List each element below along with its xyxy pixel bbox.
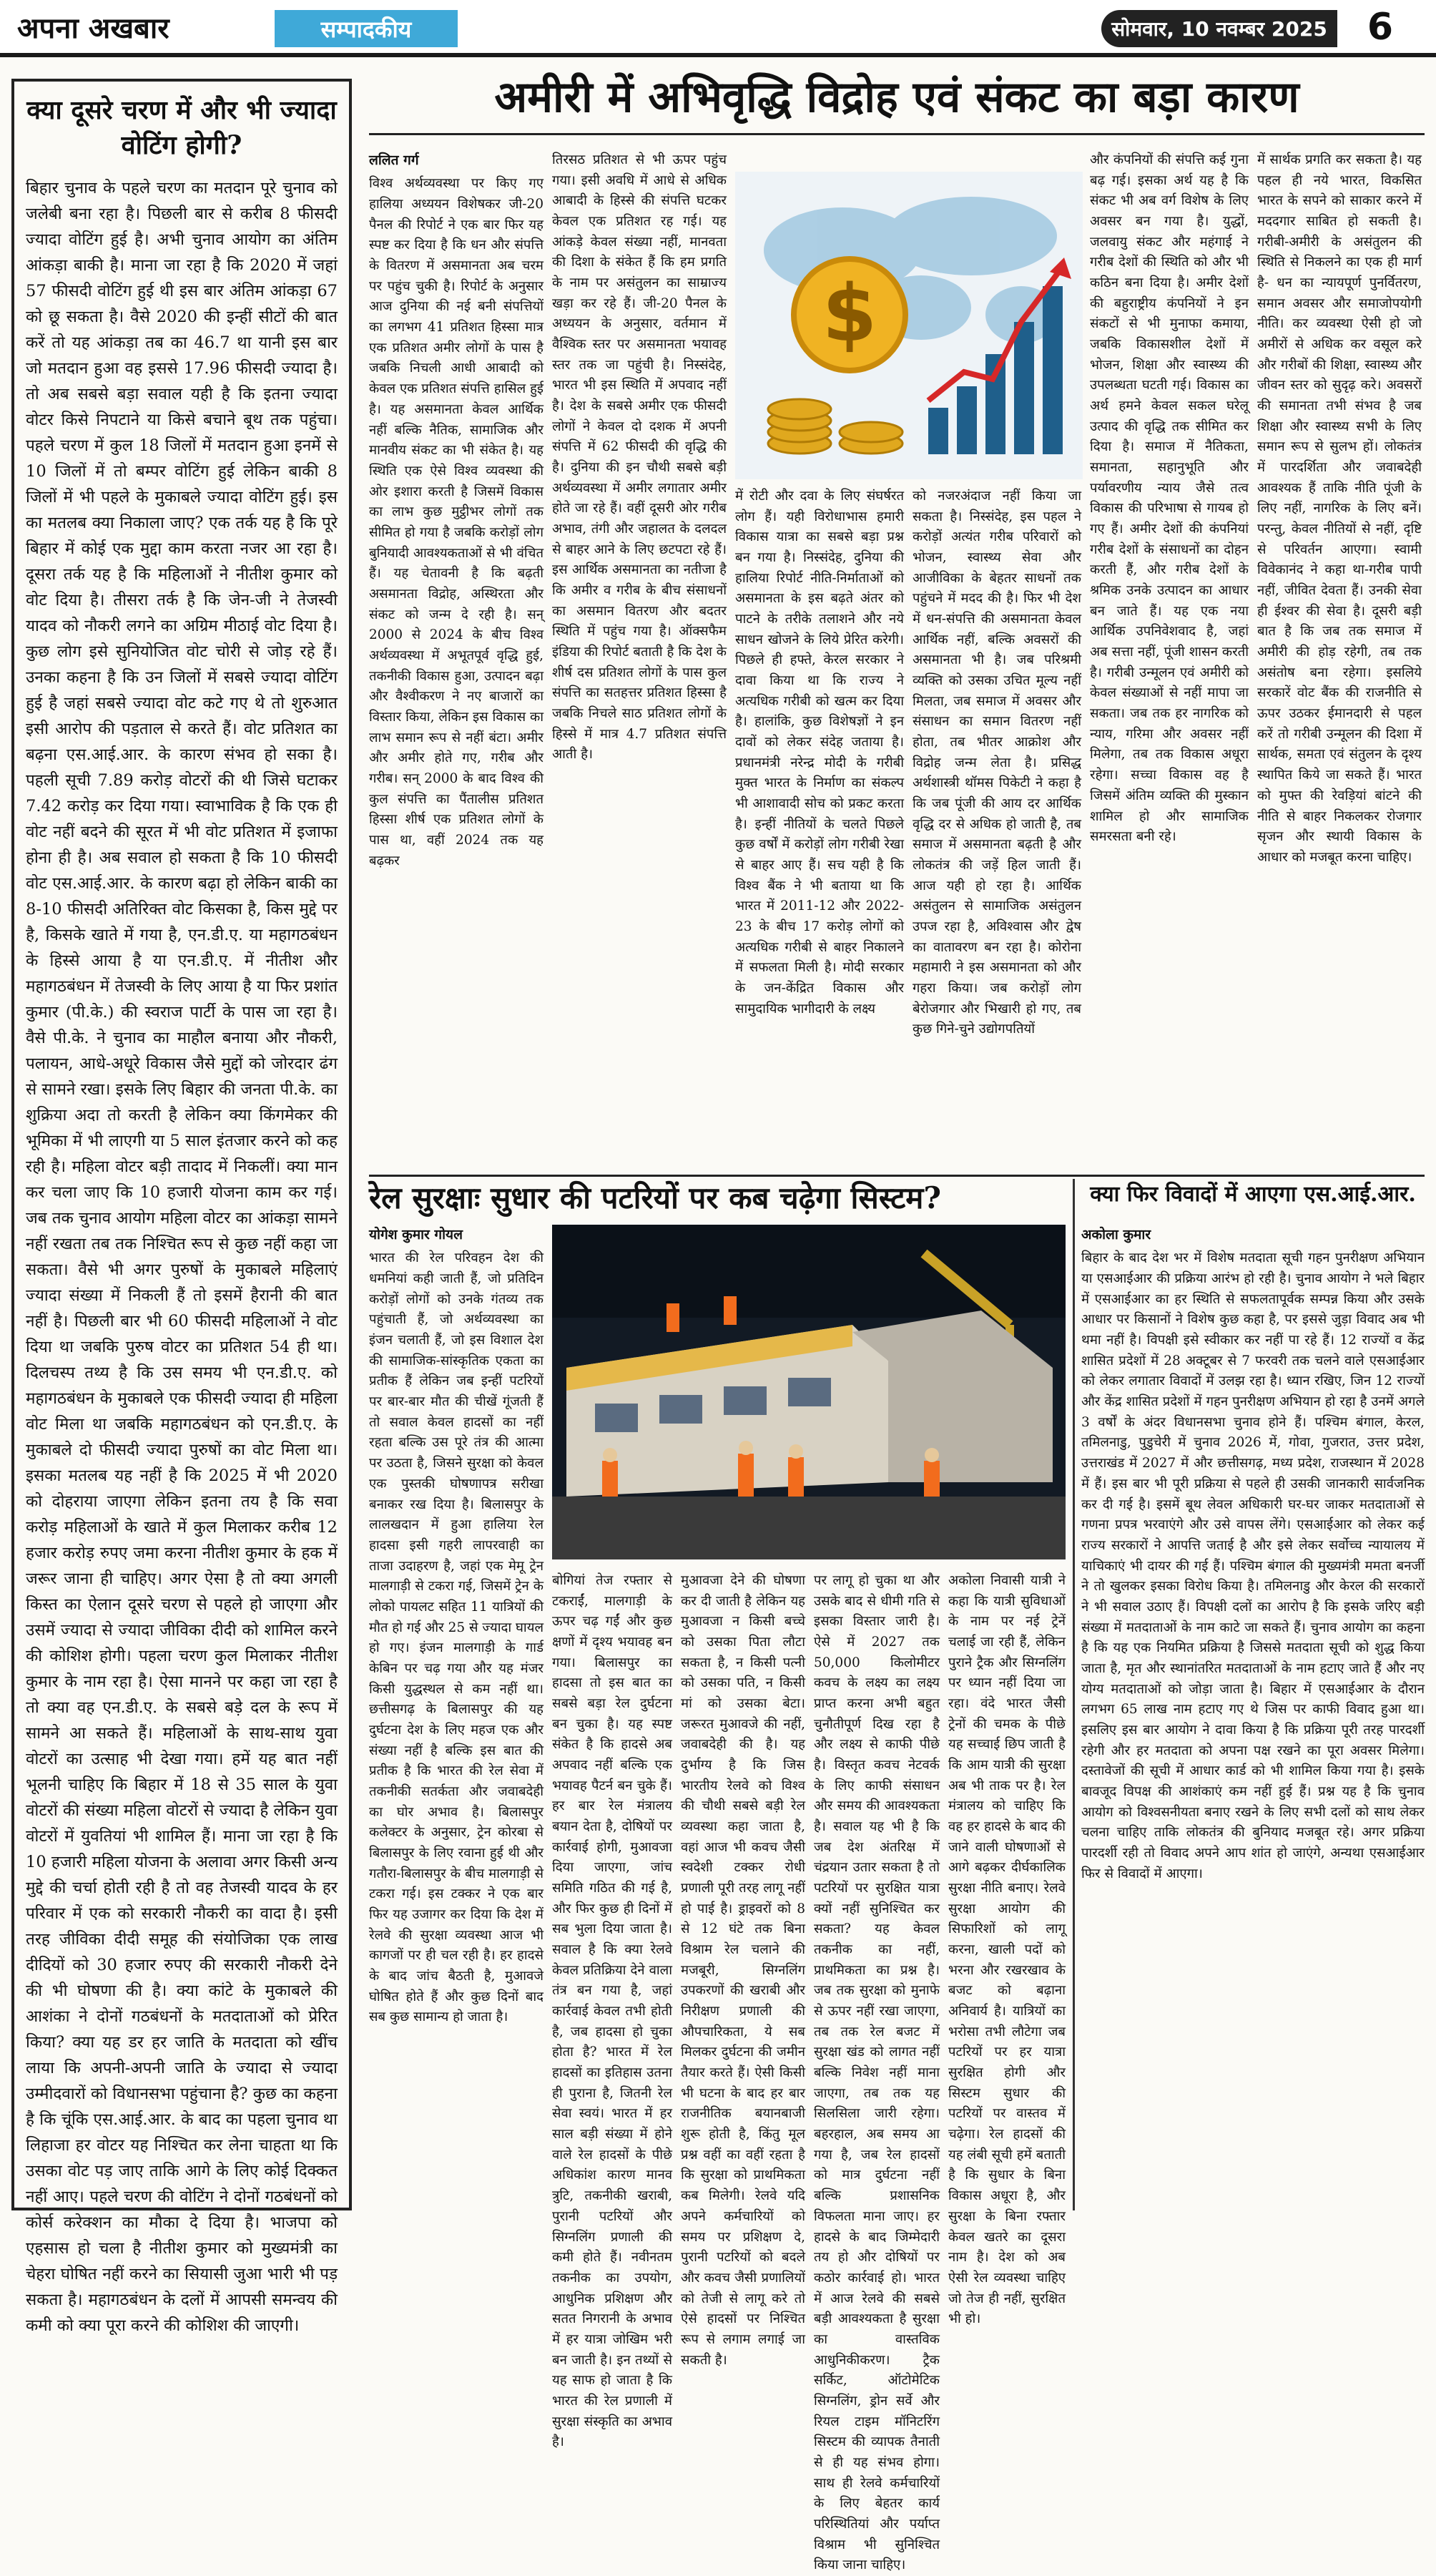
- main-article-text-5: और कंपनियों की संपत्ति कई गुना बढ़ गई। इसका अर्थ यह है कि संकट भी अब वर्ग विशेष के लिए अवसर बन गया है। युद्धों, जलवायु संकट और महंगाई ने गरीब देशों की स्थिति को और भी कठिन बना दिया है। अमीर देशों की बहुराष्ट्रीय कंपनियों ने इन संकटों से भी मुनाफा कमाया, जबकि विकासशील देशों में भोजन, शिक्षा और स्वास्थ्य की उपलब्धता घटती गई। विकास का अर्थ हमने केवल सकल घरेलू उत्पाद की वृद्धि तक सीमित कर दिया है। समाज में नैतिकता, समानता, सहानुभूति और पर्यावरणीय न्याय जैसे तत्व विकास की परिभाषा से गायब हो गए हैं। अमीर देशों की कंपनियां गरीब देशों के संसाधनों का दोहन करती हैं, और गरीब देशों के श्रमिक उनके उत्पादन का आधार बन जाते हैं। यह एक नया आर्थिक उपनिवेशवाद है, जहां अब सत्ता नहीं, पूंजी शासन करती है। गरीबी उन्मूलन एवं अमीरी को केवल संख्याओं से नहीं मापा जा सकता। जब तक हर नागरिक को न्याय, गरिमा और अवसर नहीं मिलेगा, तब तक विकास अधूरा रहेगा। सच्चा विकास वह है जिसमें अंतिम व्यक्ति की मुस्कान शामिल हो और सामाजिक समरसता बनी रहे।: [1090, 152, 1249, 845]
- main-article-text-3: में रोटी और दवा के लिए संघर्षरत लोग हैं। यही विरोधाभास हमारी विकास यात्रा का सबसे बड़ा प्रश्न बन गया है। निस्संदेह, दुनिया की हालिया रिपोर्ट नीति-निर्माताओं को असमानता के इस बढ़ते अंतर को पाटने के तरीके तलाशने और नये साधन खोजने के लिये प्रेरित करेगी। पिछले ही हफ्ते, केरल सरकार ने दावा किया था कि राज्य ने अत्यधिक गरीबी को खत्म कर दिया है। हालांकि, कुछ विशेषज्ञों ने इन दावों को लेकर संदेह जताया है। प्रधानमंत्री नरेन्द्र मोदी के गरीबी मुक्त भारत के निर्माण का संकल्प भी आशावादी सोच को प्रकट करता है। इन्हीं नीतियों के चलते पिछले कुछ वर्षों में करोड़ों लोग गरीबी रेखा से बाहर आए हैं। सच यही है कि विश्व बैंक ने भी बताया था कि भारत में 2011-12 और 2022-23 के बीच 17 करोड़ लोगों को अत्यधिक गरीबी से बाहर निकालने में सफलता मिली है। मोदी सरकार के जन-केंद्रित विकास और सामुदायिक भागीदारी के लक्ष्य: [735, 489, 904, 1017]
- sir-article-headline: क्या फिर विवादों में आएगा एस.आई.आर.: [1090, 1182, 1416, 1207]
- rail-article-text-1: भारत की रेल परिवहन देश की धमनियां कही जाती हैं, जो प्रतिदिन करोड़ों लोगों को उनके गंतव्य तक पहुंचाती हैं, जो अर्थव्यवस्था का इंजन चलाती हैं, जो इस विशाल देश की सामाजिक-सांस्कृतिक एकता का प्रतीक हैं लेकिन जब इन्हीं पटरियों पर बार-बार मौत की चीखें गूंजती हैं तो सवाल केवल हादसों का नहीं रहता बल्कि उस पूरे तंत्र की आत्मा पर उठता है, जिसने सुरक्षा को केवल एक पुस्तकी घोषणापत्र सरीखा बनाकर रख दिया है। बिलासपुर के लालखदान में हुआ हालिया रेल हादसा इसी गहरी लापरवाही का ताजा उदाहरण है, जहां एक मेमू ट्रेन मालगाड़ी से टकरा गई, जिसमें ट्रेन के लोको पायलट सहित 11 यात्रियों की मौत हो गई और 25 से ज्यादा घायल हो गए। इंजन मालगाड़ी के गार्ड केबिन पर चढ़ गया और यह मंजर किसी युद्धस्थल से कम नहीं था। छत्तीसगढ़ के बिलासपुर की यह दुर्घटना देश के लिए महज एक और संख्या नहीं है बल्कि इस बात की प्रतीक है कि भारत की रेल सेवा में तकनीकी सतर्कता और जवाबदेही का घोर अभाव है। बिलासपुर कलेक्टर के अनुसार, ट्रेन कोरबा से बिलासपुर के लिए रवाना हुई थी और गतौरा-बिलासपुर के बीच मालगाड़ी से टकरा गई। इस टक्कर ने एक बार फिर यह उजागर कर दिया कि देश में रेलवे की सुरक्षा व्यवस्था आज भी कागजों पर ही चल रही है। हर हादसे के बाद जांच बैठती है, मुआवजे घोषित होते हैं और कुछ दिनों बाद सब कुछ सामान्य हो जाता है।: [369, 1250, 544, 2025]
- left-article-title: क्या दूसरे चरण में और भी ज्यादा वोटिंग होगी?: [26, 95, 337, 160]
- main-article-text-2: तिरसठ प्रतिशत से भी ऊपर पहुंच गया। इसी अवधि में आधे से अधिक आबादी के हिस्से की संपत्ति घटकर केवल एक प्रतिशत रह गई। यह आंकड़े केवल संख्या नहीं, मानवता की दिशा के संकेत हैं कि हम प्रगति के नाम पर असंतुलन का साम्राज्य खड़ा कर रहे हैं। जी-20 पैनल के अध्ययन के अनुसार, वर्तमान में वैश्विक स्तर पर असमानता भयावह स्तर तक जा पहुंची है। निस्संदेह, भारत भी इस स्थिति में अपवाद नहीं है। देश के सबसे अमीर एक फीसदी लोगों ने केवल दो दशक में अपनी संपत्ति में 62 फीसदी की वृद्धि की है। दुनिया की इन चौथी सबसे बड़ी अर्थव्यवस्था में अमीर लगातार अमीर होते जा रहे हैं। वहीं दूसरी ओर गरीब अभाव, तंगी और जहालत के दलदल से बाहर आने के लिए छटपटा रहे हैं। इस आर्थिक असमानता का नतीजा है कि अमीर व गरीब के बीच संसाधनों का असमान वितरण और बदतर स्थिति में पहुंच गया है। ऑक्सफैम इंडिया की रिपोर्ट बताती है कि देश के शीर्ष दस प्रतिशत लोगों के पास कुल संपत्ति का सतहत्तर प्रतिशत हिस्सा है जबकि निचले साठ प्रतिशत लोगों के हिस्से में मात्र 4.7 प्रतिशत संपत्ति आती है।: [552, 152, 727, 763]
- page-number: 6: [1367, 6, 1394, 49]
- rail-article-col-4: [814, 1571, 940, 2573]
- main-article-col-4: [913, 486, 1081, 1166]
- main-article-author: ललित गर्ग: [369, 152, 419, 168]
- main-article-col-5: [1090, 150, 1249, 1166]
- sir-article-text-1: बिहार के बाद देश भर में विशेष मतदाता सूची गहन पुनरीक्षण अभियान या एसआईआर की प्रक्रिया आरंभ हो रही है। चुनाव आयोग ने भले बिहार में एसआईआर का हर स्थिति से सफलतापूर्वक सम्पन्न किया और उसके आधार पर किसानों ने विशेष कुछ कहा है, पर इससे जुड़ा विवाद अब भी थमा नहीं है। विपक्षी इसे स्वीकार कर नहीं पा रहे हैं। 12 राज्यों व केंद्र शासित प्रदेशों में 28 अक्टूबर से 7 फरवरी तक चलने वाले एसआईआर को लेकर लगातार विवादों में उलझ रहा है। ध्यान रखिए, जिन 12 राज्यों और केंद्र शासित प्रदेशों में गहन पुनरीक्षण अभियान हो रहा है उनमें अगले 3 वर्षों के अंदर विधानसभा चुनाव होने हैं। पश्चिम बंगाल, केरल, तमिलनाडु, पुडुचेरी में चुनाव 2026 में, गोवा, गुजरात, उत्तर प्रदेश, उत्तराखंड में 2027 में और छत्तीसगढ़, मध्य प्रदेश, राजस्थान में 2028 में हैं। इस बार भी पूरी प्रक्रिया से पहले ही उसकी जानकारी सार्वजनिक कर दी गई है। इसमें बूथ लेवल अधिकारी घर-घर जाकर मतदाताओं से गणना प्रपत्र भरवाएंगे और उसे वापस लेंगे। एसआईआर को लेकर कई राज्य सरकारों ने आपत्ति जताई है और इसे लेकर सर्वोच्च न्यायालय में याचिकाएं भी दायर की गई हैं। पश्चिम बंगाल की मुख्यमंत्री ममता बनर्जी ने तो खुलकर इसका विरोध किया है। तमिलनाडु और केरल की सरकारों ने भी सवाल उठाए हैं। विपक्षी दलों का आरोप है कि इसके जरिए बड़ी संख्या में मतदाताओं के नाम काटे जा सकते हैं। चुनाव आयोग का कहना है कि यह एक नियमित प्रक्रिया है जिससे मतदाता सूची को शुद्ध किया जाता है, मृत और स्थानांतरित मतदाताओं के नाम हटाए जाते हैं और नए योग्य मतदाताओं को जोड़ा जाता है। बिहार में एसआईआर के दौरान लगभग 65 लाख नाम हटाए गए थे जिस पर काफी विवाद हुआ था। इसलिए इस बार आयोग ने दावा किया है कि प्रक्रिया पूरी तरह पारदर्शी रहेगी और हर मतदाता को अपना पक्ष रखने का पूरा अवसर मिलेगा। दस्तावेजों की सूची में आधार कार्ड को भी शामिल किया गया है। इसके बावजूद विपक्ष की आशंकाएं कम नहीं हुई हैं। प्रश्न यह है कि चुनाव आयोग को विश्वसनीयता बनाए रखने के लिए सभी दलों को साथ लेकर चलना चाहिए ताकि लोकतंत्र की बुनियाद मजबूत रहे। अगर प्रक्रिया पारदर्शी रही तो विवाद अपने आप शांत हो जाएंगे, अन्यथा एसआईआर फिर से विवादों में आएगा।: [1081, 1250, 1425, 1881]
- wealth-inequality-graphic-icon: [735, 172, 1083, 479]
- sir-article-author: अकोला कुमार: [1081, 1227, 1151, 1243]
- left-article-box: [11, 79, 352, 2336]
- main-article-text-4: को नजरअंदाज नहीं किया जा सकता है। निस्संदेह, इस पहल ने करोड़ों अत्यंत गरीब परिवारों को भोजन, स्वास्थ्य सेवा और आजीविका के बेहतर साधनों तक पहुंचने में मदद की है। फिर भी देश में धन-संपत्ति की असमानता केवल आर्थिक नहीं, बल्कि अवसरों की असमानता भी है। जब परिश्रमी व्यक्ति को उसका उचित मूल्य नहीं मिलता, जब समाज में अवसर और संसाधन का समान वितरण नहीं होता, तब भीतर आक्रोश और विद्रोह जन्म लेता है। प्रसिद्ध अर्थशास्त्री थॉमस पिकेटी ने कहा है कि जब पूंजी की आय दर आर्थिक वृद्धि दर से अधिक हो जाती है, तब समाज में असमानता बढ़ती है और लोकतंत्र की जड़ें हिल जाती हैं। आज यही हो रहा है। आर्थिक असंतुलन से सामाजिक असंतुलन उपज रहा है, अविश्वास और द्वेष का वातावरण बन रहा है। कोरोना महामारी ने इस असमानता को और गहरा किया। जब करोड़ों लोग बेरोजगार और भिखारी हो गए, तब कुछ गिने-चुने उद्योगपतियों: [913, 489, 1081, 1037]
- main-article-col-1: [369, 150, 544, 1166]
- rail-article-text-3: मुआवजा देने की घोषणा कर दी जाती है लेकिन यह मुआवजा न किसी बच्चे को उसका पिता लौटा सकता है, न किसी पत्नी को उसका पति, न किसी मां को उसका बेटा। जरूरत मुआवजे की नहीं, जवाबदेही की है। यह दुर्भाग्य है कि जिस भारतीय रेलवे को विश्व की चौथी सबसे बड़ी रेल व्यवस्था कहा जाता है, वहां आज भी कवच जैसी स्वदेशी टक्कर रोधी प्रणाली पूरी तरह लागू नहीं हो पाई है। ड्राइवरों को 8 से 12 घंटे तक बिना विश्राम रेल चलाने की मजबूरी, सिग्नलिंग उपकरणों की खराबी और निरीक्षण प्रणाली की औपचारिकता, ये सब मिलकर दुर्घटना की जमीन तैयार करते हैं। ऐसी किसी भी घटना के बाद हर बार राजनीतिक बयानबाजी शुरू होती है, किंतु मूल प्रश्न वहीं का वहीं रहता है कि सुरक्षा को प्राथमिकता कब मिलेगी। रेलवे यदि अपने कर्मचारियों को समय पर प्रशिक्षण दे, पुरानी पटरियों को बदले और कवच जैसी प्रणालियों को तेजी से लागू करे तो ऐसे हादसों पर निश्चित रूप से लगाम लगाई जा सकती है।: [681, 1573, 805, 2368]
- rail-article-col-1: [369, 1225, 544, 2210]
- left-article-body: बिहार चुनाव के पहले चरण का मतदान पूरे चुनाव को जलेबी बना रहा है। पिछली बार से करीब 8 फीसदी ज्यादा वोटिंग हुई है। अभी चुनाव आयोग का अंतिम आंकड़ा बाकी है। माना जा रहा है कि 2020 में जहां 57 फीसदी वोटिंग हुई थी इस बार अंतिम आंकड़ा 67 को छू सकता है। वैसे 2020 की इन्हीं सीटों की बात करें तो यह आंकड़ा तब का 46.7 था यानी इस बार जो मतदान हुआ वह इससे 17.96 फीसदी ज्यादा है। तो अब सबसे बड़ा सवाल यही है कि इतना ज्यादा वोटर किसे निपटाने या किसे बचाने बूथ तक पहुंचा। पहले चरण में कुल 18 जिलों में मतदान हुआ इनमें से 10 जिलों में तो बम्पर वोटिंग हुई लेकिन बाकी 8 जिलों में भी पहले के मुकाबले ज्यादा वोटिंग हुई। इस का मतलब क्या निकाला जाए? एक तर्क यह है कि पूरे बिहार में कोई एक मुद्दा काम करता नजर आ रहा है। दूसरा तर्क यह है कि महिलाओं ने नीतीश कुमार को वोट दिया है। तीसरा तर्क है कि जेन-जी ने तेजस्वी यादव को नौकरी लगने का अग्रिम मीठाई वोट दिया है। कुछ लोग इसे सुनियोजित वोट चोरी से जोड़ रहे हैं। उनका कहना है कि उन जिलों में सबसे ज्यादा वोटिंग हुई है जहां सबसे ज्यादा वोट कटे गए थे तो शुरुआत इसी आरोप की पड़ताल से करते हैं। वोट प्रतिशत का बढ़ना एस.आई.आर. के कारण संभव हो सका है। पहली सूची 7.89 करोड़ वोटरों की थी जिसे घटाकर 7.42 करोड़ कर दिया गया। स्वाभाविक है कि एक ही वोट नहीं बदने की सूरत में भी वोट प्रतिशत में इजाफा होना ही है। अब सवाल हो सकता है कि 10 फीसदी वोट एस.आई.आर. के कारण बढ़ा हो लेकिन बाकी का 8-10 फीसदी अतिरिक्त वोट किसका है, किस मुद्दे पर है, किसके खाते में गया है, एन.डी.ए. या महागठबंधन के हिस्से आया है या एन.डी.ए. में नीतीश और महागठबंधन में तेजस्वी के लिए आया है या फिर प्रशांत कुमार (पी.के.) की स्वराज पार्टी के पास जा रहा है। वैसे पी.के. ने चुनाव का माहौल बनाया और नौकरी, पलायन, आधे-अधूरे विकास जैसे मुद्दों को जोरदार ढंग से सामने रखा। इसके लिए बिहार की जनता पी.के. का शुक्रिया अदा तो करती है लेकिन क्या किंगमेकर की भूमिका में भी लाएगी या 5 साल इंतजार करने को कह रही है। महिला वोटर बड़ी तादाद में निकलीं। क्या मान कर चला जाए कि 10 हजारी योजना काम कर गई। जब तक चुनाव आयोग महिला वोटर का आंकड़ा सामने नहीं रखता तब तक निश्चित रूप से कुछ नहीं कहा जा सकता। वैसे भी अगर पुरुषों के मुकाबले महिलाएं ज्यादा संख्या में निकली हैं तो इसमें हैरानी की बात नहीं है। पिछली बार भी 60 फीसदी महिलाओं ने वोट दिया था जबकि पुरुष वोटर का प्रतिशत 54 ही था। दिलचस्प तथ्य है कि उस समय भी एन.डी.ए. को महागठबंधन के मुकाबले एक फीसदी ज्यादा ही महिला वोट मिला था जबकि महागठबंधन को एन.डी.ए. के मुकाबले दो फीसदी ज्यादा पुरुषों का वोट मिला था। इसका मतलब यह नहीं है कि 2025 में भी 2020 को दोहराया जाएगा लेकिन इतना तय है कि सवा करोड़ महिलाओं के खाते में कुल मिलाकर करीब 12 हजार करोड़ रुपए जमा करना नीतीश कुमार के हक में जरूर जाना ही चाहिए। अगर ऐसा है तो क्या अगली किस्त का ऐलान दूसरे चरण से पहले हो जाएगा और उसमें ज्यादा से ज्यादा जीविका दीदी को शामिल करने की कोशिश होगी। पहला चरण कुल मिलाकर नीतीश कुमार के नाम रहा है। ऐसा मानने पर कहा जा रहा है तो क्या वह एन.डी.ए. के सबसे बड़े दल के रूप में सामने आ सकते हैं। महिलाओं के साथ-साथ युवा वोटरों का उत्साह भी देखा गया। हमें यह बात नहीं भूलनी चाहिए कि बिहार में 18 से 35 साल के युवा वोटरों की संख्या महिला वोटरों से ज्यादा है लेकिन युवा वोटरों में युवतियां भी शामिल हैं। माना जा रहा है कि 10 हजारी महिला योजना के अलावा अगर किसी अन्य मुद्दे की चर्चा होती रही है तो वह तेजस्वी यादव के हर परिवार में एक को सरकारी नौकरी का वादा है। इसी तरह जीविका दीदी समूह की संयोजिका एक लाख दीदियों को 30 हजार रुपए की सरकारी नौकरी देने की भी घोषणा की है। क्या कांटे के मुकाबले की आशंका ने दोनों गठबंधनों के मतदाताओं को प्रेरित किया? क्या यह डर हर जाति के मतदाता को खींच लाया कि अपनी-अपनी जाति के ज्यादा से ज्यादा उम्मीदवारों को विधानसभा पहुंचाना है? कुछ का कहना है कि चूंकि एस.आई.आर. के बाद का पहला चुनाव था लिहाजा हर वोटर यह निश्चित कर लेना चाहता था कि उसका वोट पड़ जाए ताकि आगे के लिए कोई दिक्कत नहीं आए। पहले चरण की वोटिंग ने दोनों गठबंधनों को कोर्स करेक्शन का मौका दे दिया है। भाजपा को एहसास हो चला है नीतीश कुमार को मुख्यमंत्री का चेहरा घोषित नहीं करने का सियासी जुआ भारी भी पड़ सकता है। महागठबंधन के दलों में आपसी समन्वय की कमी को क्या पूरा करने की कोशिश की जाएगी।: [26, 179, 338, 2336]
- section-label: सम्पादकीय: [275, 10, 458, 47]
- main-article-col-2: [552, 150, 727, 1166]
- headline-rule: [369, 133, 1425, 135]
- svg-text:$: $: [822, 268, 877, 359]
- main-article-col-3: [735, 486, 904, 1166]
- main-article-col-6: [1257, 150, 1422, 1166]
- train-accident-photo-icon: [552, 1225, 1066, 1559]
- rail-article-col-3: [681, 1571, 805, 2368]
- main-article-text-1: विश्व अर्थव्यवस्था पर किए गए हालिया अध्ययन विशेषकर जी-20 पैनल की रिपोर्ट ने एक बार फिर यह स्पष्ट कर दिया है कि धन और संपत्ति के वितरण में असमानता अब चरम पर पहुंच चुकी है। रिपोर्ट के अनुसार आज दुनिया की नई बनी संपत्तियों का लगभग 41 प्रतिशत हिस्सा मात्र एक प्रतिशत अमीर लोगों के पास है जबकि निचली आधी आबादी को केवल एक प्रतिशत संपत्ति हासिल हुई है। यह असमानता केवल आर्थिक नहीं बल्कि नैतिक, सामाजिक और मानवीय संकट का भी संकेत है। यह स्थिति एक ऐसे विश्व व्यवस्था की ओर इशारा करती है जिसमें विकास का लाभ कुछ मुट्ठीभर लोगों तक सीमित हो गया है जबकि करोड़ों लोग बुनियादी आवश्यकताओं से भी वंचित हैं। यह चेतावनी है कि बढ़ती असमानता विद्रोह, अस्थिरता और संकट को जन्म दे रही है। सन् 2000 से 2024 के बीच विश्व अर्थव्यवस्था में अभूतपूर्व वृद्धि हुई, तकनीकी विकास हुआ, उत्पादन बढ़ा और वैश्वीकरण ने नए बाजारों का विस्तार किया, लेकिन इस विकास का लाभ समान रूप से नहीं बंटा। अमीर और अमीर होते गए, गरीब और गरीब। सन् 2000 के बाद विश्व की कुल संपत्ति का पैंतालीस प्रतिशत हिस्सा शीर्ष एक प्रतिशत लोगों के पास था, वहीं 2024 तक यह बढ़कर: [369, 176, 544, 868]
- sir-article-col-1: [1081, 1225, 1425, 2210]
- rail-article-author: योगेश कुमार गोयल: [369, 1227, 463, 1243]
- rail-article-col-2: [552, 1571, 672, 2450]
- main-article-headline: अमीरी में अभिवृद्धि विद्रोह एवं संकट का बड़ा कारण: [494, 72, 1299, 122]
- newspaper-name: अपना अखबार: [17, 12, 169, 45]
- rail-article-headline: रेल सुरक्षाः सुधार की पटरियों पर कब चढ़ेगा सिस्टम?: [369, 1180, 942, 1215]
- rail-article-text-2: बोगियां तेज रफ्तार से टकराईं, मालगाड़ी के ऊपर चढ़ गईं और कुछ क्षणों में दृश्य भयावह बन गया। बिलासपुर का हादसा तो इस बात का सबसे बड़ा रेल दुर्घटना बन चुका है। यह स्पष्ट संकेत है कि हादसे अब अपवाद नहीं बल्कि एक भयावह पैटर्न बन चुके हैं। हर बार रेल मंत्रालय बयान देता है, दोषियों पर कार्रवाई होगी, मुआवजा दिया जाएगा, जांच समिति गठित की गई है, और फिर कुछ ही दिनों में सब भुला दिया जाता है। सवाल है कि क्या रेलवे केवल प्रतिक्रिया देने वाला तंत्र बन गया है, जहां कार्रवाई केवल तभी होती है, जब हादसा हो चुका होता है? भारत में रेल हादसों का इतिहास उतना ही पुराना है, जितनी रेल सेवा स्वयं। भारत में हर साल बड़ी संख्या में होने वाले रेल हादसों के पीछे अधिकांश कारण मानव त्रुटि, तकनीकी खराबी, पुरानी पटरियों और सिग्नलिंग प्रणाली की कमी होते हैं। नवीनतम तकनीक का उपयोग, आधुनिक प्रशिक्षण और सतत निगरानी के अभाव में हर यात्रा जोखिम भरी बन जाती है। इन तथ्यों से यह साफ हो जाता है कि भारत की रेल प्रणाली में सुरक्षा संस्कृति का अभाव है।: [552, 1573, 672, 2450]
- rail-article-text-4: पर लागू हो चुका था और उसके बाद से धीमी गति से इसका विस्तार जारी है। ऐसे में 2027 तक 50,000 किलोमीटर कवच के लक्ष्य का लक्ष्य प्राप्त करना अभी बहुत चुनौतीपूर्ण दिख रहा है और लक्ष्य से काफी पीछे है। विस्तृत कवच नेटवर्क के लिए काफी संसाधन और समय की आवश्यकता है। सवाल यह भी है कि जब देश अंतरिक्ष में चंद्रयान उतार सकता है तो पटरियों पर सुरक्षित यात्रा क्यों नहीं सुनिश्चित कर सकता? यह केवल तकनीक का नहीं, प्राथमिकता का प्रश्न है। जब तक सुरक्षा को मुनाफे से ऊपर नहीं रखा जाएगा, तब तक रेल बजट में सुरक्षा खंड को लागत नहीं बल्कि निवेश नहीं माना जाएगा, तब तक यह सिलसिला जारी रहेगा। बहरहाल, अब समय आ गया है, जब रेल हादसों को मात्र दुर्घटना नहीं बल्कि प्रशासनिक विफलता माना जाए। हर हादसे के बाद जिम्मेदारी तय हो और दोषियों पर कठोर कार्रवाई हो। भारत में आज रेलवे की सबसे बड़ी आवश्यकता है सुरक्षा का वास्तविक आधुनिकीकरण। ट्रैक सर्किट, ऑटोमेटिक सिग्नलिंग, ड्रोन सर्वे और रियल टाइम मॉनिटरिंग सिस्टम की व्यापक तैनाती से ही यह संभव होगा। साथ ही रेलवे कर्मचारियों के लिए बेहतर कार्य परिस्थितियां और पर्याप्त विश्राम भी सुनिश्चित किया जाना चाहिए।: [814, 1573, 940, 2573]
- column-rule: [1073, 1179, 1075, 2210]
- section-divider: [369, 1175, 1425, 1177]
- issue-date: सोमवार, 10 नवम्बर 2025: [1101, 10, 1337, 47]
- main-article-text-6: में सार्थक प्रगति कर सकता है। यह पहल ही नये भारत, विकसित भारत के सपने को साकार करने में मददगार साबित हो सकती है। गरीबी-अमीरी के असंतुलन की स्थिति से निकलने का एक ही मार्ग है- धन का न्यायपूर्ण पुनर्वितरण, समान अवसर और समाजोपयोगी नीति। कर व्यवस्था ऐसी हो जो अमीरों से अधिक कर वसूल करे और गरीबों की शिक्षा, स्वास्थ्य और जीवन स्तर को सुदृढ़ करे। अवसरों की समानता तभी संभव है जब शिक्षा और स्वास्थ्य सभी के लिए समान रूप से सुलभ हों। लोकतंत्र में पारदर्शिता और जवाबदेही आवश्यक हैं ताकि नीति पूंजी के लिए नहीं, नागरिक के लिए बनें। परन्तु, केवल नीतियों से नहीं, दृष्टि से परिवर्तन आएगा। स्वामी विवेकानंद ने कहा था-गरीब पापी नहीं, जीवित देवता हैं। उनकी सेवा ही ईश्वर की सेवा है। दूसरी बड़ी बात है कि जब तक समाज में अमीरी की होड़ रहेगी, तब तक असंतोष बना रहेगा। इसलिये सरकारें वोट बैंक की राजनीति से ऊपर उठकर ईमानदारी से पहल करें तो गरीबी उन्मूलन की दिशा में सार्थक, समता एवं संतुलन के दृश्य स्थापित किये जा सकते हैं। भारत को मुफ्त की रेवड़ियां बांटने की नीति से बाहर निकलकर रोजगार सृजन और स्थायी विकास के आधार को मजबूत करना चाहिए।: [1257, 152, 1422, 865]
- rail-article-col-5: [948, 1571, 1066, 2327]
- rail-article-text-5: अकोला निवासी यात्री ने कहा कि यात्री सुविधाओं के नाम पर नई ट्रेनें चलाई जा रही हैं, लेकिन पुराने ट्रैक और सिग्नलिंग पर ध्यान नहीं दिया जा रहा। वंदे भारत जैसी ट्रेनों की चमक के पीछे यह सच्चाई छिप जाती है कि आम यात्री की सुरक्षा अब भी ताक पर है। रेल मंत्रालय को चाहिए कि वह हर हादसे के बाद की जाने वाली घोषणाओं से आगे बढ़कर दीर्घकालिक सुरक्षा नीति बनाए। रेलवे सुरक्षा आयोग की सिफारिशों को लागू करना, खाली पदों को भरना और रखरखाव के बजट को बढ़ाना अनिवार्य है। यात्रियों का भरोसा तभी लौटेगा जब पटरियों पर हर यात्रा सुरक्षित होगी और सिस्टम सुधार की पटरियों पर वास्तव में चढ़ेगा। रेल हादसों की यह लंबी सूची हमें बताती है कि सुधार के बिना विकास अधूरा है, और सुरक्षा के बिना रफ्तार केवल खतरे का दूसरा नाम है। देश को अब ऐसी रेल व्यवस्था चाहिए जो तेज ही नहीं, सुरक्षित भी हो।: [948, 1573, 1066, 2327]
